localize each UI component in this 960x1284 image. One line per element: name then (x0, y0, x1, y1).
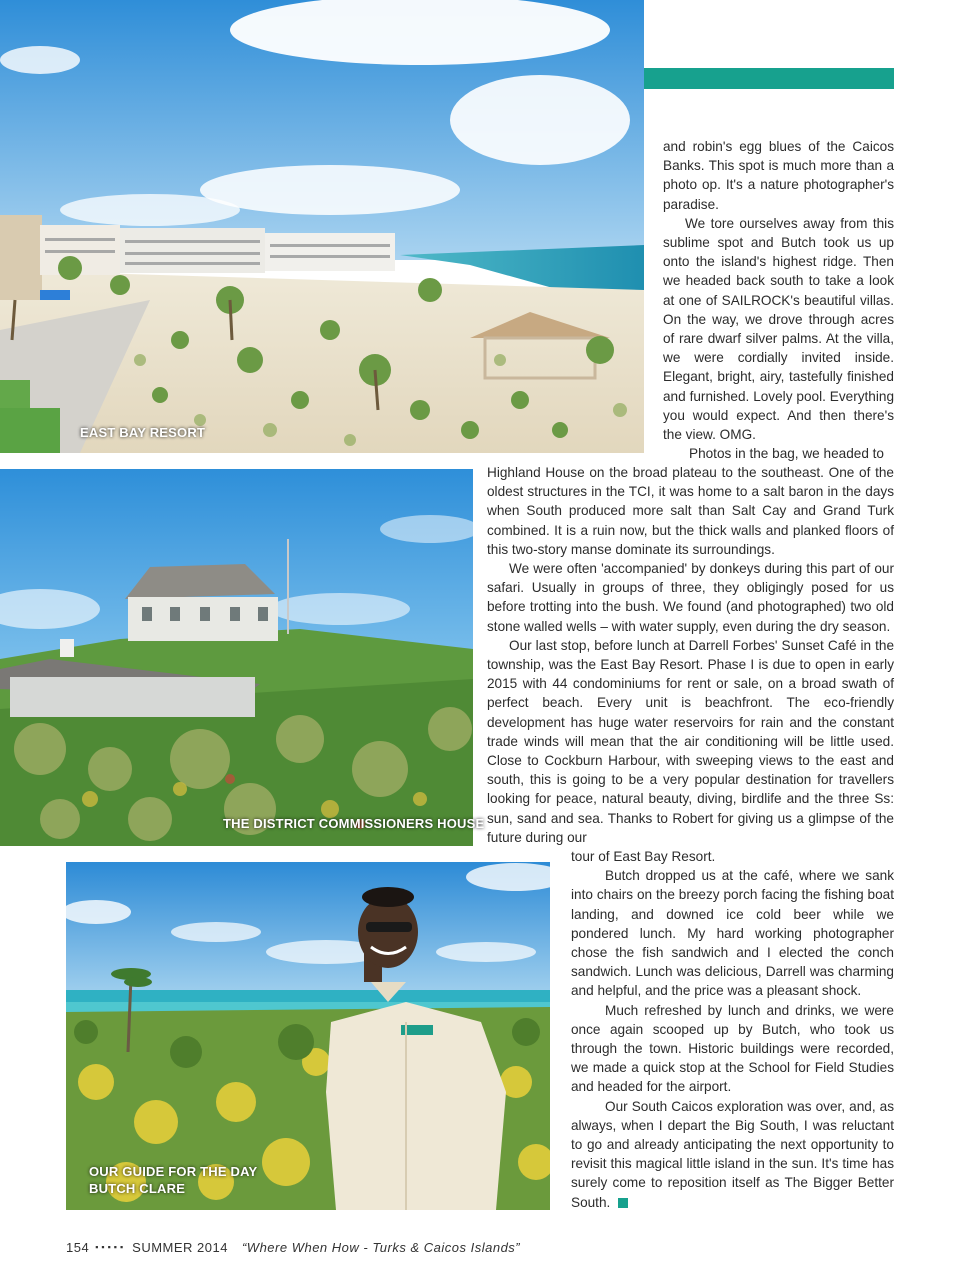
east-bay-resort-photo (0, 0, 644, 453)
article-paragraph: Our last stop, before lunch at Darrell Forbes' Sunset Café in the township, was the East Bay Resort. Phase I is due to open in early 2015 with 44 condominiums for rent or sale, on a broad swath of perfect beach. Every unit is beachfront. The eco-friendly development has huge water reservoirs for rain and the constant trade winds will mean that the air conditioning will be little used. Close to Cockburn Harbour, with sweeping views to the east and south, this is going to be a very popular destination for travellers looking for peace, natural beauty, diving, birdlife and the three Ss: sun, sand and sea. Thanks to Robert for giving us a glimpse of the future during our (487, 637, 894, 845)
article-paragraph: and robin's egg blues of the Caicos Banks. This spot is much more than a photo op. It's a nature photographer's paradise. (663, 139, 894, 212)
article-final-text: Our South Caicos exploration was over, and, as always, when I depart the Big South, I was reluctant to go and already anticipating the next opportunity to revisit this magical little island in the sun. It's time has surely come to reposition itself as The Bigger Better South. (571, 1098, 894, 1210)
guide-caption (89, 1163, 257, 1197)
commissioners-house-caption: THE DISTRICT COMMISSIONERS HOUSE (223, 816, 485, 831)
article-paragraph: Highland House on the broad plateau to the southeast. One of the oldest structures in the TCI, it was home to a salt baron in the days when South produced more salt than Salt Cay and Grand Turk combined. It is a ruin now, but the thick walls and planked floors of this two-story manse dominate its surroundings. (487, 465, 894, 557)
article-paragraph: Butch dropped us at the café, where we sank into chairs on the breezy porch facing the fishing boat landing, and downed ice cold beer while we pondered lunch. My hard working photographer chose the fish sandwich and I elected the conch sandwich. Lunch was delicious, Darrell was charming and helpful, and the price was a pleasant shock. (571, 868, 894, 999)
article-paragraph: We tore ourselves away from this sublime spot and Butch took us up onto the island's highest ridge. Then we headed back south to take a look at one of SAILROCK's beautiful villas. On the way, we drove through acres of rare dwarf silver palms. At the villa, we were cordially invited inside. Elegant, bright, airy, tastefully finished and furnished. Lovely pool. Everything you would expect. And then there's the view. OMG. (663, 215, 894, 443)
east-bay-resort-illustration (0, 0, 644, 453)
issue-date: SUMMER 2014 (132, 1240, 228, 1255)
guide-caption-line1: OUR GUIDE FOR THE DAY (89, 1164, 258, 1179)
page-number: 154 (66, 1240, 90, 1255)
page-footer (66, 1240, 520, 1255)
article-paragraph-last (571, 1097, 894, 1212)
guide-caption-line2: BUTCH CLARE (89, 1181, 186, 1196)
guide-portrait-illustration (66, 862, 550, 1210)
east-bay-resort-caption: EAST BAY RESORT (80, 425, 206, 440)
guide-butch-clare-photo (66, 862, 550, 1210)
article-column-top (663, 137, 894, 463)
article-paragraph: Photos in the bag, we headed to (689, 446, 884, 462)
accent-bar (644, 68, 894, 89)
article-paragraph: We were often 'accompanied' by donkeys during this part of our safari. Usually in groups of three, they obligingly posed for us before trotting into the bush. We found (and photographed) two old stone walled wells – with water supply, even during the dry season. (487, 561, 894, 634)
article-column-middle (487, 463, 894, 847)
commissioners-house-illustration (0, 469, 473, 846)
district-commissioners-house-photo (0, 469, 473, 846)
footer-dots: ▪▪▪▪▪ (95, 1242, 127, 1252)
end-of-article-mark (618, 1198, 628, 1208)
article-paragraph: tour of East Bay Resort. (571, 849, 716, 864)
publication-name: “Where When How - Turks & Caicos Islands” (241, 1240, 521, 1255)
article-column-bottom (571, 847, 894, 1212)
article-paragraph: Much refreshed by lunch and drinks, we were once again scooped up by Butch, who took us through the town. Historic buildings were recorded, we made a quick stop at the School for Field Studies and headed for the airport. (571, 1002, 894, 1095)
